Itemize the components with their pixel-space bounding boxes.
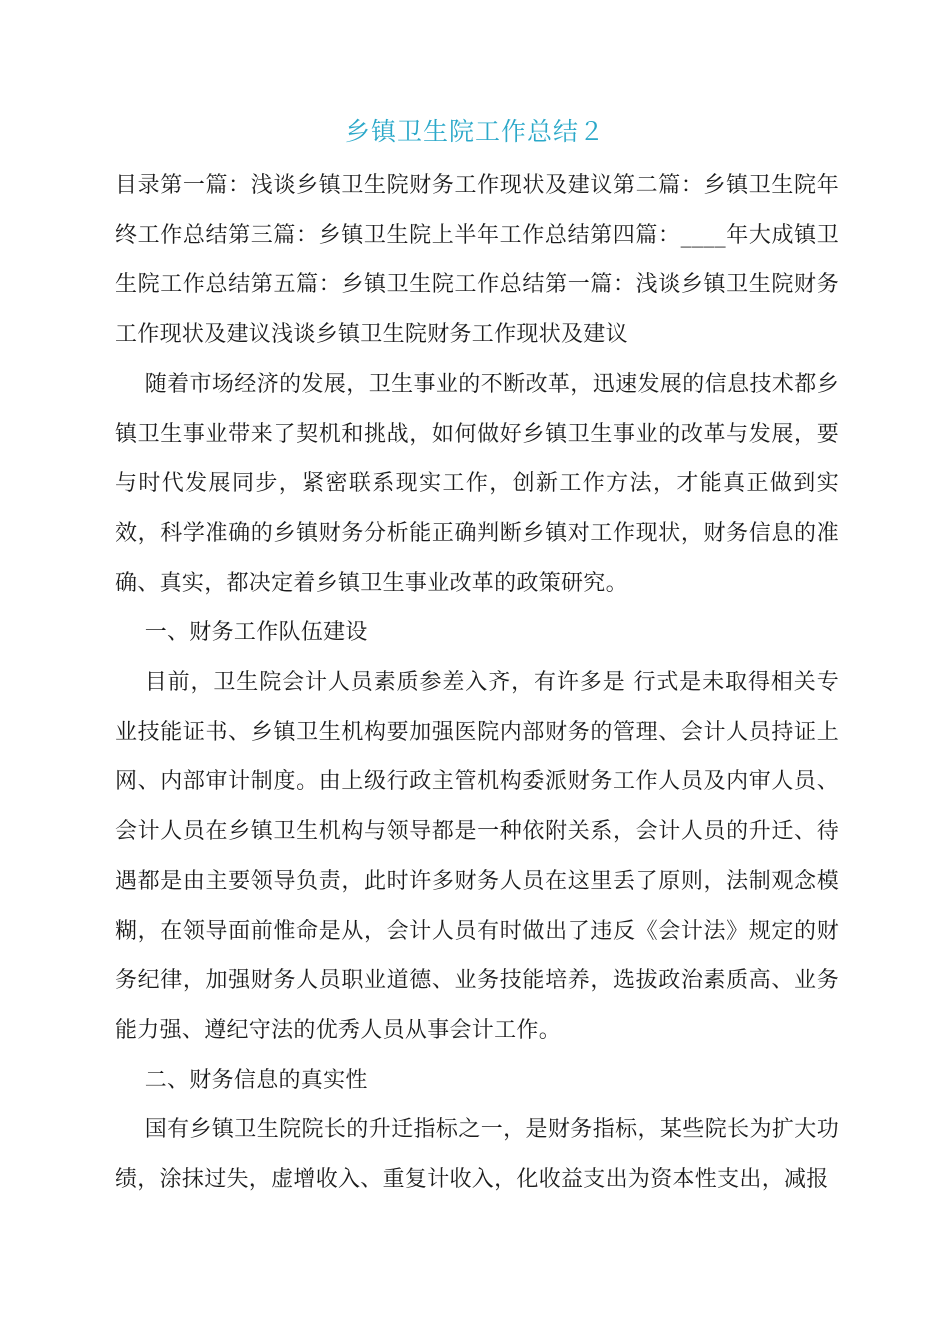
document-body: [115, 161, 839, 1205]
table-of-contents-paragraph: 目录第一篇：浅谈乡镇卫生院财务工作现状及建议第二篇：乡镇卫生院年终工作总结第三篇：乡镇卫生院上半年工作总结第四篇：____年大成镇卫生院工作总结第五篇：乡镇卫生院工作总结第一篇：浅谈乡镇卫生院财务工作现状及建议浅谈乡镇卫生院财务工作现状及建议: [115, 173, 839, 348]
intro-paragraph: 随着市场经济的发展，卫生事业的不断改革，迅速发展的信息技术都乡镇卫生事业带来了契机和挑战，如何做好乡镇卫生事业的改革与发展，要与时代发展同步，紧密联系现实工作，创新工作方法，才能真正做到实效，科学准确的乡镇财务分析能正确判断乡镇对工作现状，财务信息的准确、真实，都决定着乡镇卫生事业改革的政策研究。: [115, 371, 839, 596]
document-title: 乡镇卫生院工作总结２: [344, 117, 605, 146]
financial-info-paragraph: 国有乡镇卫生院院长的升迁指标之一，是财务指标，某些院长为扩大功绩，涂抹过失，虚增收入、重复计收入，化收益支出为资本性支出，减报: [115, 1117, 839, 1193]
finance-team-paragraph: 目前，卫生院会计人员素质参差入齐，有许多是 行式是未取得相关专业技能证书、乡镇卫生机构要加强医院内部财务的管理、会计人员持证上网、内部审计制度。由上级行政主管机构委派财务工作人员及内审人员、会计人员在乡镇卫生机构与领导都是一种依附关系，会计人员的升迁、待遇都是由主要领导负责，此时许多财务人员在这里丢了原则，法制观念模糊，在领导面前惟命是从，会计人员有时做出了违反《会计法》规定的财务纪律，加强财务人员职业道德、业务技能培养，选拔政治素质高、业务能力强、遵纪守法的优秀人员从事会计工作。: [115, 670, 839, 1043]
section-heading-financial-info: 二、财务信息的真实性: [144, 1067, 368, 1093]
section-heading-finance-team: 一、财务工作队伍建设: [144, 620, 368, 646]
